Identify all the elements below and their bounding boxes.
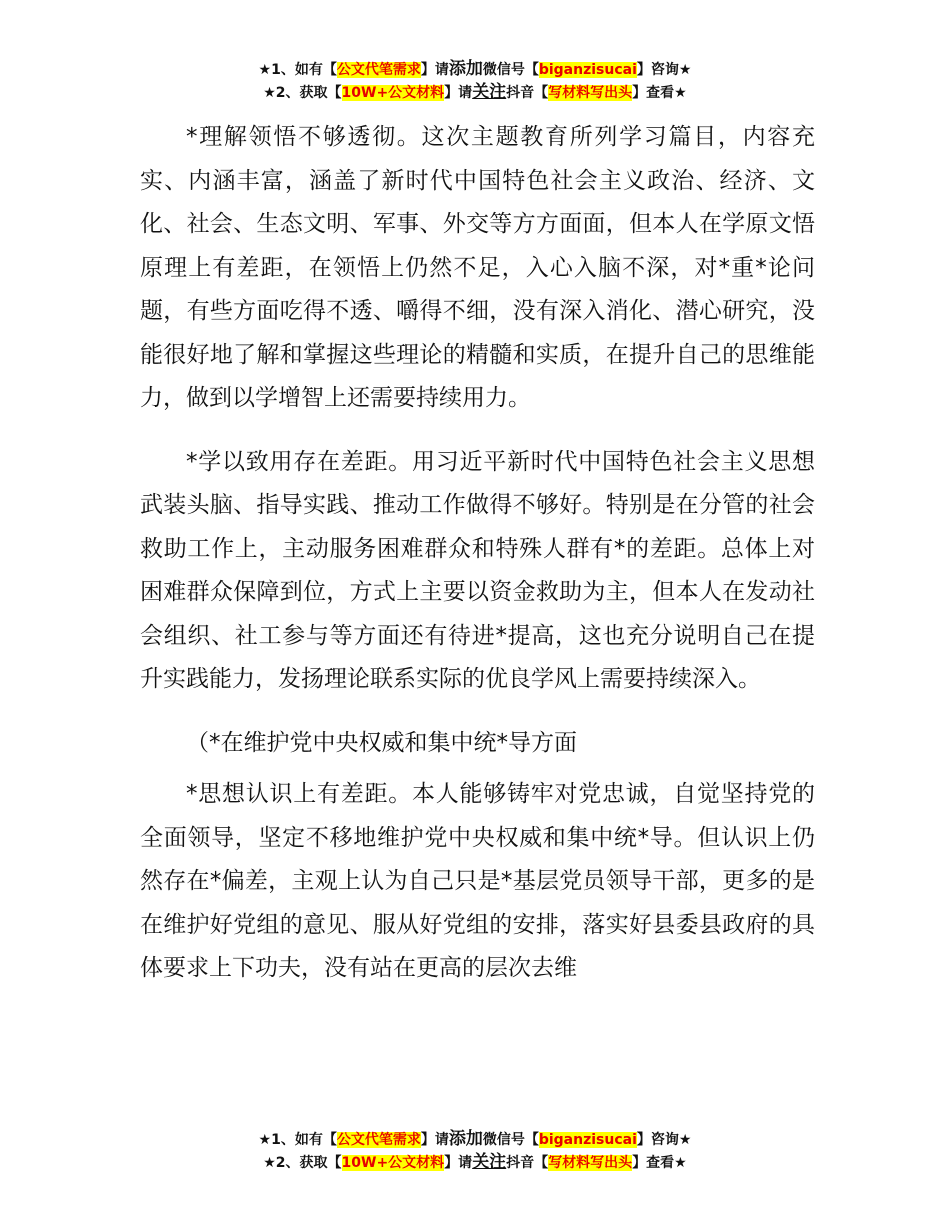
- section-heading: （*在维护党中央权威和集中统*导方面: [186, 729, 577, 756]
- banner-highlight: 10W+公文材料: [341, 85, 445, 101]
- banner-text: 】请: [420, 62, 449, 78]
- header-banner: [0, 58, 950, 104]
- banner-line-2: [0, 81, 950, 104]
- banner-text: 微信号【: [482, 1132, 539, 1148]
- banner-line-1: [0, 58, 950, 81]
- banner-text: 微信号【: [482, 62, 539, 78]
- banner-text: ★1、如有【: [258, 1132, 337, 1148]
- banner-line-2: [0, 1151, 950, 1174]
- banner-emphasis: 关注: [472, 82, 507, 102]
- banner-emphasis: 关注: [472, 1152, 507, 1172]
- banner-emphasis: 添加: [448, 1129, 483, 1149]
- paragraph-1: *理解领悟不够透彻。这次主题教育所列学习篇目，内容充实、内涵丰富，涵盖了新时代中国特色社会主义政治、经济、文化、社会、生态文明、军事、外交等方方面面，但本人在学原文悟原理上有差距，在领悟上仍然不足，入心入脑不深，对*重*论问题，有些方面吃得不透、嚼得不细，没有深入消化、潜心研究，没能很好地了解和掌握这些理论的精髓和实质，在提升自己的思维能力，做到以学增智上还需要持续用力。: [140, 124, 815, 411]
- banner-highlight: 公文代笔需求: [336, 1132, 421, 1148]
- banner-text: ★2、获取【: [263, 85, 342, 101]
- banner-text: 】请: [420, 1132, 449, 1148]
- banner-highlight: 写材料写出头: [548, 85, 633, 101]
- paragraph-3: *思想认识上有差距。本人能够铸牢对党忠诚，自觉坚持党的全面领导，坚定不移地维护党中央权威和集中统*导。但认识上仍然存在*偏差，主观上认为自己只是*基层党员领导干部，更多的是在维护好党组的意见、服从好党组的安排，落实好县委县政府的具体要求上下功夫，没有站在更高的层次去维: [140, 781, 815, 981]
- banner-highlight: 10W+公文材料: [341, 1155, 445, 1171]
- banner-text: 】请: [444, 1155, 473, 1171]
- banner-highlight: biganzisucai: [538, 1132, 637, 1148]
- banner-text: 】请: [444, 85, 473, 101]
- banner-text: 】查看★: [632, 85, 687, 101]
- banner-text: ★1、如有【: [258, 62, 337, 78]
- banner-text: 】咨询★: [636, 1132, 692, 1148]
- banner-text: 抖音【: [506, 1155, 549, 1171]
- document-body: [140, 116, 815, 1011]
- banner-highlight: 写材料写出头: [548, 1155, 633, 1171]
- banner-text: 】咨询★: [636, 62, 692, 78]
- banner-highlight: 公文代笔需求: [336, 62, 421, 78]
- footer-banner: [0, 1128, 950, 1174]
- banner-highlight: biganzisucai: [538, 62, 637, 78]
- banner-emphasis: 添加: [448, 59, 483, 79]
- banner-text: 】查看★: [632, 1155, 687, 1171]
- banner-line-1: [0, 1128, 950, 1151]
- banner-text: ★2、获取【: [263, 1155, 342, 1171]
- paragraph-2: *学以致用存在差距。用习近平新时代中国特色社会主义思想武装头脑、指导实践、推动工作做得不够好。特别是在分管的社会救助工作上，主动服务困难群众和特殊人群有*的差距。总体上对困难群众保障到位，方式上主要以资金救助为主，但本人在发动社会组织、社工参与等方面还有待进*提高，这也充分说明自己在提升实践能力，发扬理论联系实际的优良学风上需要持续深入。: [140, 448, 815, 692]
- banner-text: 抖音【: [506, 85, 549, 101]
